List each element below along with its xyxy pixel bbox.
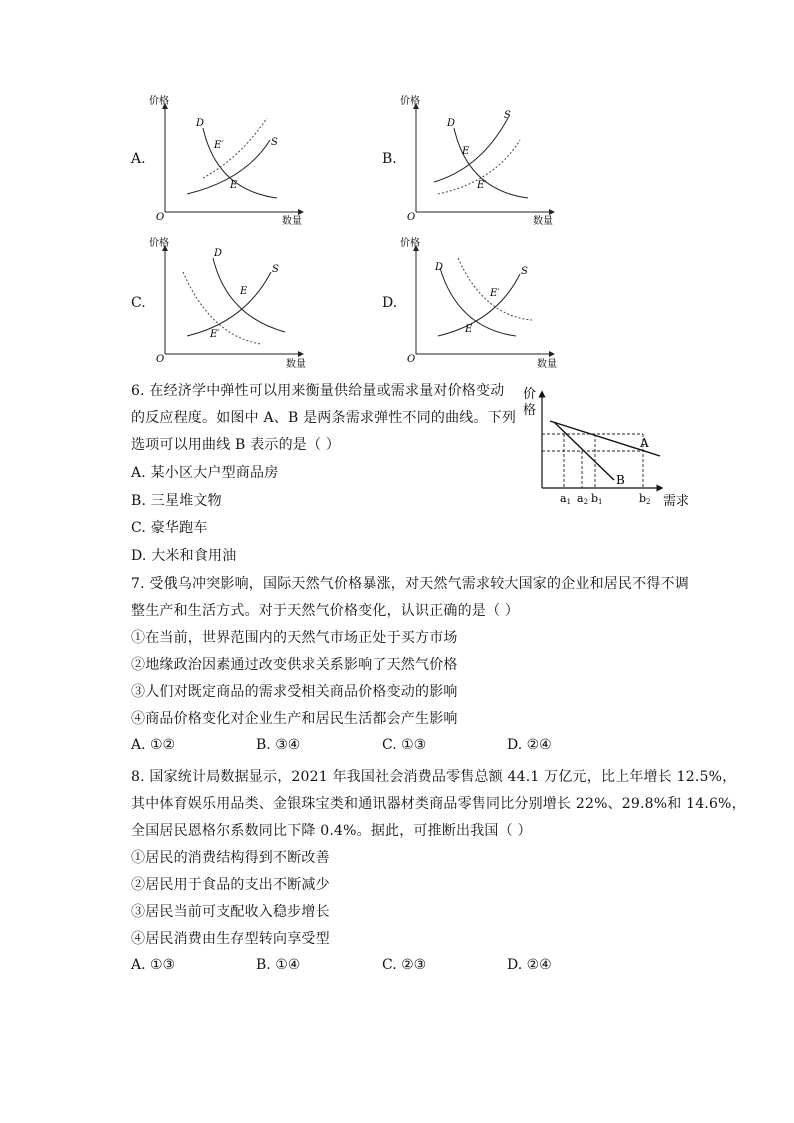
equilibrium-label: E — [240, 286, 248, 297]
supply-label: S — [504, 110, 511, 121]
q7-statement-4: ④商品价格变化对企业生产和居民生活都会产生影响 — [131, 711, 458, 727]
origin-label: O — [407, 212, 416, 223]
x-axis-label: 数量 — [537, 359, 557, 370]
x-axis-label: 数量 — [533, 216, 553, 227]
q6-option-d: D. 大米和食用油 — [131, 548, 237, 564]
tick-b1: b1 — [591, 492, 603, 506]
demand-curve — [440, 268, 516, 336]
q5-option-a-label: A. — [131, 151, 146, 167]
q8-statement-1: ①居民的消费结构得到不断改善 — [131, 850, 330, 866]
q8-statement-3: ③居民当前可支配收入稳步增长 — [131, 904, 330, 920]
q8-choice-b: B. ①④ — [256, 957, 301, 973]
supply-curve — [187, 272, 271, 336]
y-axis-label-1: 价 — [523, 387, 537, 402]
q7-stem-line-2: 整生产和生活方式。对于天然气价格变化，认识正确的是（ ） — [131, 603, 520, 619]
q6-elasticity-figure — [520, 384, 695, 510]
new-equilibrium-label: E′ — [490, 288, 500, 299]
demand-curve — [454, 128, 528, 198]
q5-option-b-label: B. — [382, 151, 397, 167]
q6-option-a: A. 某小区大户型商品房 — [131, 465, 279, 481]
new-equilibrium-label: E′ — [477, 180, 487, 191]
q5-option-d-label: D. — [382, 295, 398, 311]
q8-stem-line-3: 全国居民恩格尔系数同比下降 0.4%。据此，可推断出我国（ ） — [131, 823, 532, 839]
new-equilibrium-label: E′ — [214, 140, 224, 151]
y-axis-label: 价格 — [400, 96, 420, 107]
y-axis-label-2: 格 — [523, 403, 537, 418]
q5-graph-b — [396, 90, 561, 228]
q5-graph-d — [396, 232, 561, 372]
q6-option-b: B. 三星堆文物 — [131, 493, 222, 509]
x-axis-label: 数量 — [286, 359, 306, 370]
q7-statement-2: ②地缘政治因素通过改变供求关系影响了天然气价格 — [131, 657, 458, 673]
shifted-curve — [203, 118, 267, 178]
y-axis-label: 价格 — [149, 96, 169, 107]
q7-choice-c: C. ①③ — [382, 737, 427, 753]
x-axis-label: 数量 — [282, 216, 302, 227]
equilibrium-label: E — [465, 324, 473, 335]
q5-graph-c — [145, 232, 310, 372]
q7-stem-line-1: 7. 受俄乌冲突影响，国际天然气价格暴涨，对天然气需求较大国家的企业和居民不得不调 — [131, 576, 690, 592]
x-axis-label: 需求 — [663, 494, 690, 509]
q5-graph-a — [145, 90, 310, 228]
supply-label: S — [271, 137, 278, 148]
supply-curve — [438, 274, 520, 336]
supply-label: S — [521, 266, 528, 277]
q6-stem-line-1: 6. 在经济学中弹性可以用来衡量供给量或需求量对价格变动 — [131, 383, 505, 399]
origin-label: O — [407, 354, 416, 365]
q6-stem-line-3: 选项可以用曲线 B 表示的是（ ） — [131, 437, 341, 453]
q8-statement-2: ②居民用于食品的支出不断减少 — [131, 877, 330, 893]
tick-a2: a2 — [577, 492, 589, 506]
curve-b-label: B — [616, 473, 625, 487]
demand-label: D — [447, 118, 456, 129]
q6-option-c: C. 豪华跑车 — [131, 520, 208, 536]
q8-statement-4: ④居民消费由生存型转向享受型 — [131, 931, 330, 947]
q7-choice-a: A. ①② — [131, 737, 176, 753]
demand-curve — [203, 128, 277, 198]
supply-label: S — [272, 264, 279, 275]
q5-option-c-label: C. — [131, 295, 146, 311]
q8-choice-d: D. ②④ — [507, 957, 552, 973]
q8-stem-line-1: 8. 国家统计局数据显示，2021 年我国社会消费品零售总额 44.1 万亿元，比上年增长 12.5%， — [131, 769, 737, 785]
equilibrium-label: E — [462, 146, 470, 157]
new-equilibrium-label: E′ — [210, 329, 220, 340]
y-axis-label: 价格 — [149, 238, 169, 249]
q7-statement-3: ③人们对既定商品的需求受相关商品价格变动的影响 — [131, 684, 458, 700]
origin-label: O — [156, 212, 165, 223]
y-axis-label: 价格 — [400, 238, 420, 249]
q7-choice-d: D. ②④ — [507, 737, 552, 753]
q7-choices — [131, 737, 651, 757]
q8-choice-a: A. ①③ — [131, 957, 176, 973]
supply-curve — [187, 140, 270, 194]
tick-b2: b2 — [639, 492, 651, 506]
demand-label: D — [435, 262, 444, 273]
q7-statement-1: ①在当前，世界范围内的天然气市场正处于买方市场 — [131, 630, 458, 646]
q8-choices — [131, 957, 651, 977]
curve-a-label: A — [640, 436, 649, 450]
equilibrium-label: E — [230, 180, 238, 191]
origin-label: O — [156, 354, 165, 365]
tick-a1: a1 — [560, 492, 572, 506]
demand-label: D — [196, 118, 205, 129]
q6-stem-line-2: 的反应程度。如图中 A、B 是两条需求弹性不同的曲线。下列 — [131, 410, 517, 426]
q8-choice-c: C. ②③ — [382, 957, 427, 973]
supply-curve — [434, 118, 508, 182]
demand-label: D — [214, 248, 223, 259]
q8-stem-line-2: 其中体育娱乐用品类、金银珠宝类和通讯器材类商品零售同比分别增长 22%、29.8%和 14.6%， — [131, 796, 746, 812]
q7-choice-b: B. ③④ — [256, 737, 301, 753]
